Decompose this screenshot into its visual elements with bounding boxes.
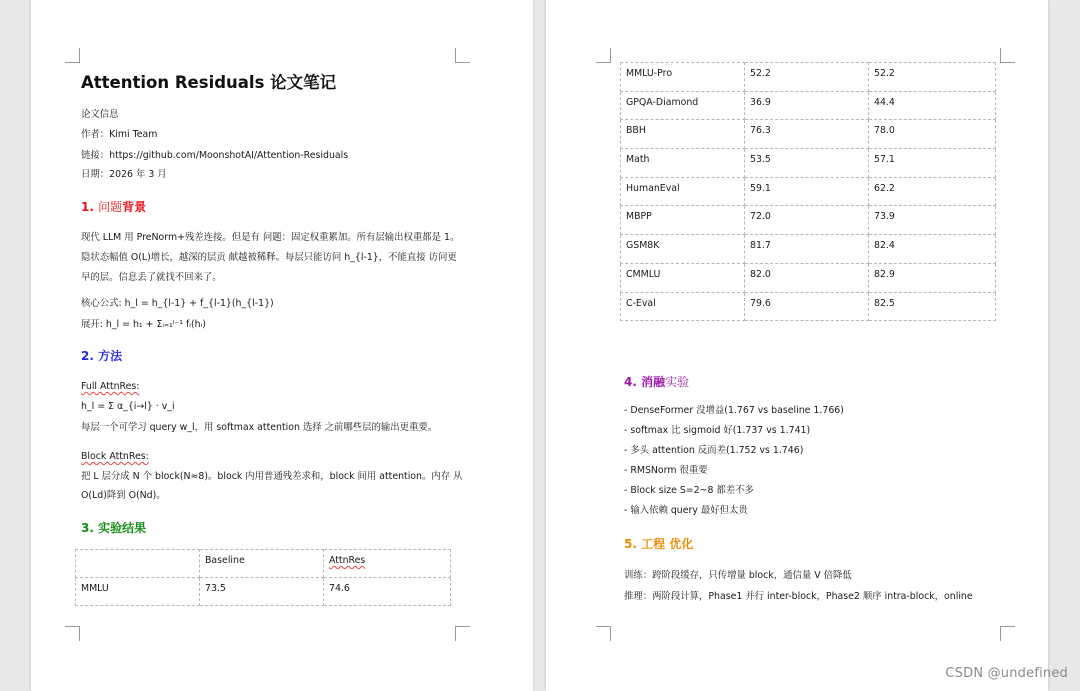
table-cell: 36.9 — [745, 91, 869, 120]
ablation-item: - RMSNorm 很重要 — [624, 465, 708, 476]
crop-mark — [65, 626, 80, 641]
table-cell: 79.6 — [745, 292, 869, 321]
table-cell: 44.4 — [869, 91, 996, 120]
section-2-heading: 2. 方法 — [81, 349, 123, 363]
table-cell: 81.7 — [745, 235, 869, 264]
section-1-para-line-2: 隐状态幅值 O(L)增长，越深的层贡 献越被稀释。每层只能访问 h_{l-1}，不能直接 访问更 — [81, 252, 457, 263]
table-row — [621, 63, 996, 92]
table-cell: 62.2 — [869, 177, 996, 206]
table-row — [621, 292, 996, 321]
ablation-item: - 多头 attention 反而差(1.752 vs 1.746) — [624, 445, 804, 456]
table-cell: 57.1 — [869, 149, 996, 178]
link-line[interactable]: 链接：https://github.com/MoonshotAI/Attention-Residuals — [81, 150, 349, 161]
table-cell: 82.4 — [869, 235, 996, 264]
table-cell: Math — [621, 149, 745, 178]
section-1-number: 1. — [81, 200, 94, 214]
table-row — [621, 235, 996, 264]
ablation-item: - DenseFormer 没增益(1.767 vs baseline 1.766) — [624, 405, 844, 416]
table-cell: 59.1 — [745, 177, 869, 206]
watermark: CSDN @undefined — [945, 666, 1068, 681]
table-cell: Baseline — [200, 550, 324, 578]
document-page-right — [546, 0, 1048, 691]
table-cell: 72.0 — [745, 206, 869, 235]
crop-mark — [455, 48, 470, 63]
crop-mark — [65, 48, 80, 63]
expanded-formula: 展开: h_l = h₁ + Σᵢ₌₁ˡ⁻¹ fᵢ(hᵢ) — [81, 319, 206, 330]
table-cell: CMMLU — [621, 263, 745, 292]
crop-mark — [1000, 626, 1015, 641]
table-cell: C-Eval — [621, 292, 745, 321]
block-attnres-label: Block AttnRes: — [81, 451, 149, 462]
document-page-left — [31, 0, 533, 691]
table-cell: AttnRes — [324, 550, 451, 578]
section-1-para-line-3: 早的层。信息丢了就找不回来了。 — [81, 272, 222, 283]
full-attnres-desc: 每层一个可学习 query w_l，用 softmax attention 选择 之前哪些层的输出更重要。 — [81, 422, 438, 433]
ablation-item: - softmax 比 sigmoid 好(1.737 vs 1.741) — [624, 425, 811, 436]
section-3-heading: 3. 实验结果 — [81, 521, 147, 535]
section-1-heading — [81, 198, 146, 215]
table-cell: BBH — [621, 120, 745, 149]
table-cell: 76.3 — [745, 120, 869, 149]
table-row — [621, 177, 996, 206]
table-cell: 82.0 — [745, 263, 869, 292]
table-cell: 73.9 — [869, 206, 996, 235]
core-formula: 核心公式: h_l = h_{l-1} + f_{l-1}(h_{l-1}) — [81, 298, 274, 309]
section-1-title-a: 问题 — [98, 200, 123, 214]
results-table-right — [620, 62, 996, 321]
full-attnres-label: Full AttnRes: — [81, 381, 140, 392]
table-row — [621, 91, 996, 120]
block-attnres-line-1: 把 L 层分成 N 个 block(N≈8)。block 内用普通残差求和，block 间用 attention。内存 从 — [81, 471, 463, 482]
date-line: 日期：2026 年 3 月 — [81, 169, 167, 180]
table-cell: 73.5 — [200, 578, 324, 606]
training-line: 训练：跨阶段缓存，只传增量 block，通信量 V 倍降低 — [624, 570, 852, 581]
page-title: Attention Residuals 论文笔记 — [81, 73, 337, 92]
section-5-heading: 5. 工程 优化 — [624, 537, 694, 551]
table-cell: 82.9 — [869, 263, 996, 292]
inference-line: 推理：两阶段计算，Phase1 并行 inter-block，Phase2 顺序 intra-block，online — [624, 591, 973, 602]
section-1-title-b: 背景 — [122, 200, 147, 214]
info-heading: 论文信息 — [81, 109, 119, 120]
table-cell: MMLU-Pro — [621, 63, 745, 92]
crop-mark — [1000, 48, 1015, 63]
table-row — [76, 578, 451, 606]
full-attnres-formula: h_l = Σ α_{i→l} · v_i — [81, 401, 175, 412]
table-row — [621, 206, 996, 235]
ablation-item: - Block size S=2~8 都差不多 — [624, 485, 754, 496]
table-cell: GPQA-Diamond — [621, 91, 745, 120]
ablation-item: - 输入依赖 query 最好但太贵 — [624, 505, 748, 516]
section-1-para-line-1: 现代 LLM 用 PreNorm+残差连接。但是有 问题：固定权重累加。所有层输出权重都是 1。 — [81, 232, 460, 243]
table-cell: 74.6 — [324, 578, 451, 606]
crop-mark — [596, 48, 611, 63]
table-row — [621, 263, 996, 292]
author-line: 作者：Kimi Team — [81, 129, 158, 140]
table-cell: 82.5 — [869, 292, 996, 321]
table-cell: 78.0 — [869, 120, 996, 149]
table-header-row — [76, 550, 451, 578]
table-cell: MMLU — [76, 578, 200, 606]
crop-mark — [596, 626, 611, 641]
table-cell: 52.2 — [869, 63, 996, 92]
section-4-title-a: 4. 消融 — [624, 375, 666, 389]
table-cell: MBPP — [621, 206, 745, 235]
table-cell — [76, 550, 200, 578]
crop-mark — [455, 626, 470, 641]
table-cell: 52.2 — [745, 63, 869, 92]
section-4-title-b: 实验 — [665, 375, 690, 389]
table-cell: HumanEval — [621, 177, 745, 206]
table-cell: 53.5 — [745, 149, 869, 178]
table-row — [621, 120, 996, 149]
table-cell: GSM8K — [621, 235, 745, 264]
table-row — [621, 149, 996, 178]
block-attnres-line-2: O(Ld)降到 O(Nd)。 — [81, 490, 166, 501]
section-4-heading — [624, 373, 689, 390]
results-table-left — [75, 549, 451, 606]
